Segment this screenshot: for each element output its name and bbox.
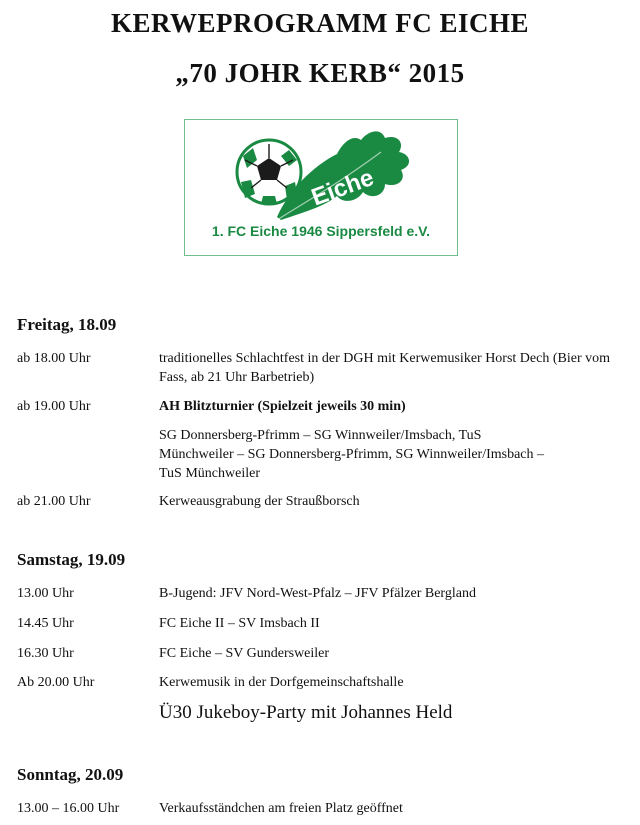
- event-time: 13.00 Uhr: [17, 586, 74, 601]
- day-heading-sunday: Sonntag, 20.09: [17, 765, 124, 784]
- day-heading-saturday: Samstag, 19.09: [17, 550, 126, 569]
- event-description: B-Jugend: JFV Nord-West-Pfalz – JFV Pfälzer Bergland: [159, 586, 476, 601]
- page-subtitle: „70 JOHR KERB“ 2015: [175, 58, 465, 88]
- event-description: Verkaufsständchen am freien Platz geöffnet: [159, 801, 403, 816]
- page-title: KERWEPROGRAMM FC EICHE: [110, 8, 530, 38]
- logo-wordmark: Eiche: [308, 164, 378, 212]
- event-description: FC Eiche – SV Gundersweiler: [159, 646, 330, 661]
- event-time: ab 18.00 Uhr: [17, 351, 91, 366]
- event-time: 13.00 – 16.00 Uhr: [17, 801, 120, 816]
- event-description: Kerweausgrabung der Straußborsch: [159, 494, 360, 509]
- event-description: AH Blitzturnier (Spielzeit jeweils 30 min): [159, 399, 406, 414]
- event-description: traditionelles Schlachtfest in der DGH mit Kerwemusiker Horst Dech (Bier vom Fass, ab 21 Uhr Barbetrieb): [159, 351, 610, 385]
- event-time: ab 21.00 Uhr: [17, 494, 91, 509]
- event-description: Kerwemusik in der Dorfgemeinschaftshalle: [159, 675, 404, 690]
- event-time: Ab 20.00 Uhr: [17, 675, 95, 690]
- event-highlight: Ü30 Jukeboy-Party mit Johannes Held: [159, 702, 453, 723]
- club-name: 1. FC Eiche 1946 Sippersfeld e.V.: [211, 223, 431, 239]
- day-heading-friday: Freitag, 18.09: [17, 315, 117, 334]
- event-time: ab 19.00 Uhr: [17, 399, 91, 414]
- event-description: FC Eiche II – SV Imsbach II: [159, 616, 320, 631]
- club-logo: [184, 119, 458, 256]
- event-time: 14.45 Uhr: [17, 616, 74, 631]
- event-description: SG Donnersberg-Pfrimm – SG Winnweiler/Imsbach, TuS Münchweiler – SG Donnersberg-Pfrimm, SG Winnweiler/Imsbach – TuS Münchweiler: [159, 428, 545, 481]
- event-time: 16.30 Uhr: [17, 646, 74, 661]
